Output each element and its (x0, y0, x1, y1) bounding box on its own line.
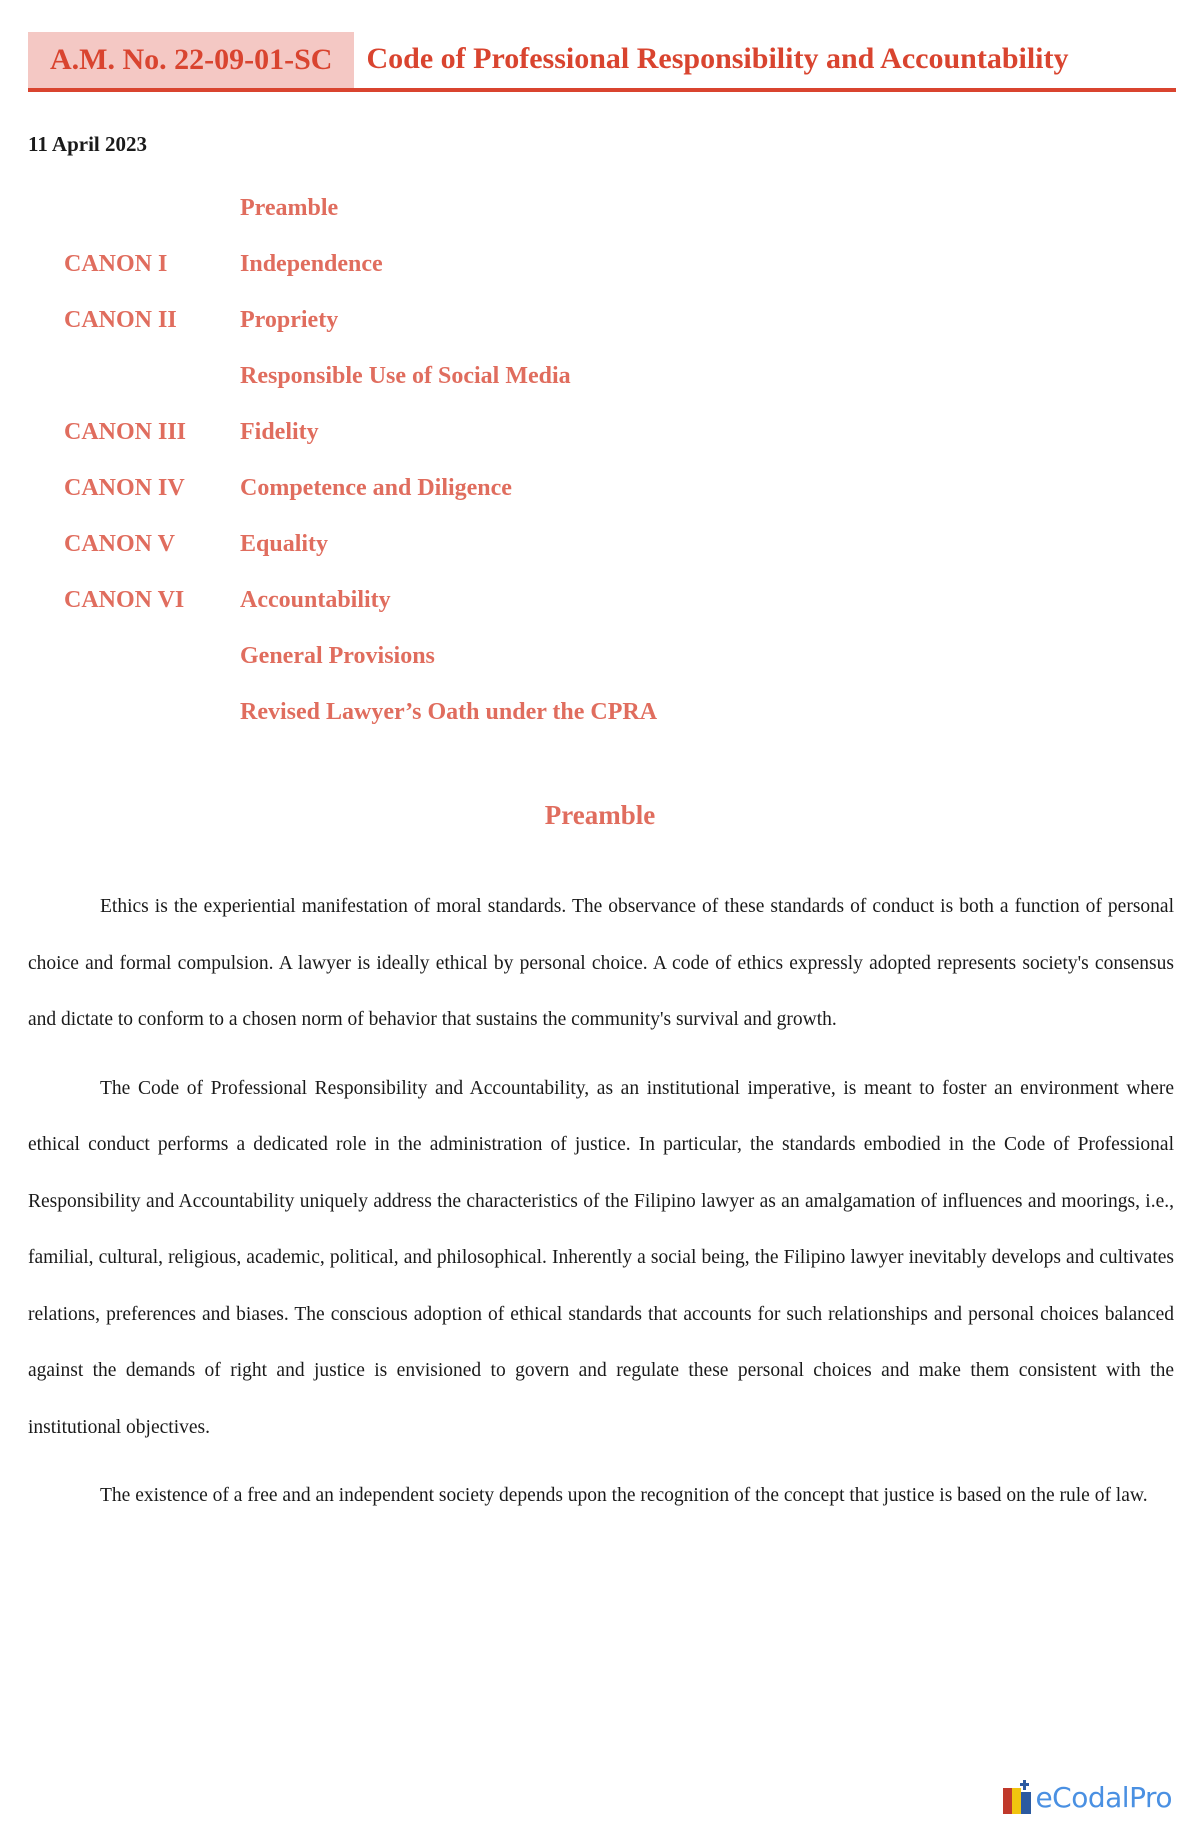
toc-link[interactable]: Fidelity (240, 418, 319, 445)
toc-item[interactable] (64, 572, 964, 628)
toc-link[interactable]: Revised Lawyer’s Oath under the CPRA (240, 698, 658, 725)
ecodalpro-logo-icon (1003, 1780, 1033, 1814)
toc-item[interactable] (64, 516, 964, 572)
toc-item[interactable] (64, 404, 964, 460)
body-paragraph: The existence of a free and an independent society depends upon the recognition of the concept that justice is based on the rule of law. (100, 1485, 1148, 1506)
case-number-badge: A.M. No. 22-09-01-SC (28, 32, 354, 88)
logo-text: eCodalPro (1035, 1780, 1172, 1814)
toc-link[interactable]: Preamble (240, 194, 339, 221)
section-body (28, 879, 1174, 1537)
toc-link[interactable]: Propriety (240, 306, 339, 333)
document-date: 11 April 2023 (28, 132, 148, 156)
toc-link[interactable]: Competence and Diligence (240, 474, 512, 501)
toc-item[interactable] (64, 684, 964, 740)
toc-canon: CANON III (64, 418, 187, 445)
table-of-contents (64, 180, 964, 740)
section-heading: Preamble (544, 800, 656, 830)
toc-canon: CANON VI (64, 586, 185, 613)
toc-canon: CANON IV (64, 474, 185, 501)
toc-item[interactable] (64, 292, 964, 348)
toc-link[interactable]: Accountability (240, 586, 391, 613)
document-header (28, 30, 1176, 92)
toc-item[interactable] (64, 348, 964, 404)
toc-link[interactable]: General Provisions (240, 642, 435, 669)
toc-item[interactable] (64, 460, 964, 516)
toc-canon: CANON V (64, 530, 175, 557)
toc-link[interactable]: Equality (240, 530, 329, 557)
ecodalpro-logo[interactable] (1003, 1777, 1172, 1817)
body-paragraph: Ethics is the experiential manifestation of moral standards. The observance of these standards of conduct is both a function of personal choice and formal compulsion. A lawyer is ideally ethical by personal choice. A code of ethics expressly adopted represents society's consensus and dictate to conform to a chosen norm of behavior that sustains the community's survival and growth. (28, 896, 1174, 1030)
toc-item[interactable] (64, 628, 964, 684)
toc-link[interactable]: Responsible Use of Social Media (240, 362, 571, 389)
body-paragraph: The Code of Professional Responsibility and Accountability, as an institutional imperative, is meant to foster an environment where ethical conduct performs a dedicated role in the administration of justice. In particular, the standards embodied in the Code of Professional Responsibility and Accountability uniquely address the characteristics of the Filipino lawyer as an amalgamation of influences and moorings, i.e., familial, cultural, religious, academic, political, and philosophical. Inherently a social being, the Filipino lawyer inevitably develops and cultivates relations, preferences and biases. The conscious adoption of ethical standards that accounts for such relationships and personal choices balanced against the demands of right and justice is envisioned to govern and regulate these personal choices and make them consistent with the institutional objectives. (28, 1077, 1174, 1438)
toc-item[interactable] (64, 236, 964, 292)
toc-item[interactable] (64, 180, 964, 236)
document-title: Code of Professional Responsibility and Accountability (366, 42, 1069, 75)
toc-canon: CANON II (64, 306, 177, 333)
toc-canon: CANON I (64, 250, 168, 277)
toc-link[interactable]: Independence (240, 250, 383, 277)
